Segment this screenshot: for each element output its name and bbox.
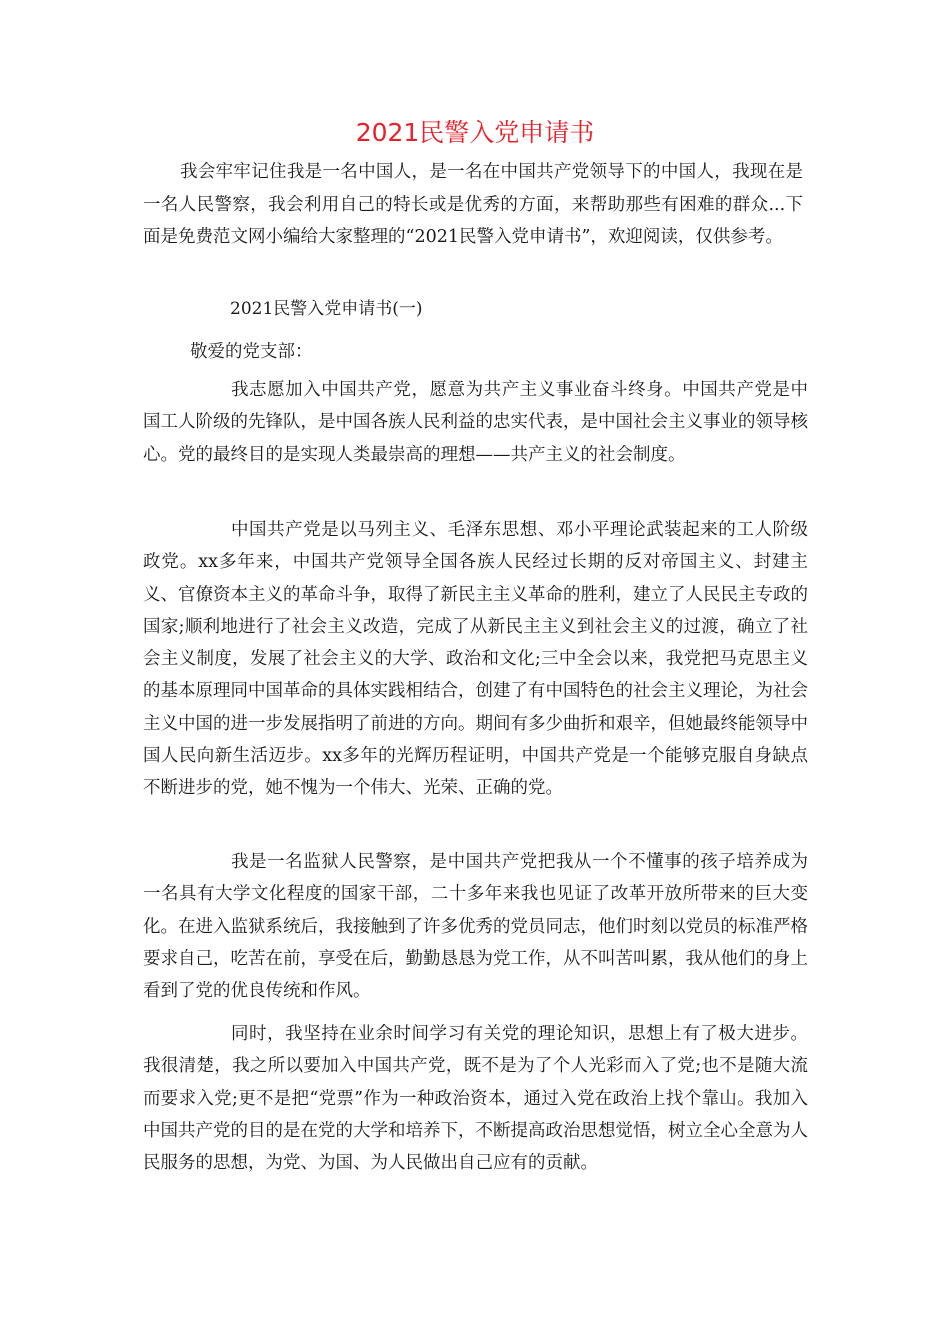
body-paragraph-3: 我是一名监狱人民警察，是中国共产党把我从一个不懂事的孩子培养成为一名具有大学文化程度的国家干部，二十多年来我也见证了改革开放所带来的巨大变化。在进入监狱系统后，我接触到了许多优秀的党员同志，他们时刻以党员的标准严格要求自己，吃苦在前，享受在后，勤勤恳恳为党工作，从不叫苦叫累，我从他们的身上看到了党的优良传统和作风。 xyxy=(143,852,808,1002)
body-paragraph-2: 中国共产党是以马列主义、毛泽东思想、邓小平理论武装起来的工人阶级政党。xx多年来，中国共产党领导全国各族人民经过长期的反对帝国主义、封建主义、官僚资本主义的革命斗争，取得了新民主主义革命的胜利，建立了人民民主专政的国家;顺利地进行了社会主义改造，完成了从新民主主义到社会主义的过渡，确立了社会主义制度，发展了社会主义的大学、政治和文化;三中全会以来，我党把马克思主义的基本原理同中国革命的具体实践相结合，创建了有中国特色的社会主义理论，为社会主义中国的进一步发展指明了前进的方向。期间有多少曲折和艰辛，但她最终能领导中国人民向新生活迈步。xx多年的光辉历程证明，中国共产党是一个能够克服自身缺点不断进步的党，她不愧为一个伟大、光荣、正确的党。 xyxy=(143,520,808,799)
body-paragraph-4: 同时，我坚持在业余时间学习有关党的理论知识，思想上有了极大进步。我很清楚，我之所以要加入中国共产党，既不是为了个人光彩而入了党;也不是随大流而要求入党;更不是把“党票”作为一种政治资本，通过入党在政治上找个靠山。我加入中国共产党的目的是在党的大学和培养下，不断提高政治思想觉悟，树立全心全意为人民服务的思想，为党、为国、为人民做出自己应有的贡献。 xyxy=(143,1024,808,1174)
intro-paragraph: 我会牢牢记住我是一名中国人，是一名在中国共产党领导下的中国人，我现在是一名人民警察，我会利用自己的特长或是优秀的方面，来帮助那些有困难的群众...下面是免费范文网小编给大家整理的“2021民警入党申请书”，欢迎阅读，仅供参考。 xyxy=(143,162,803,247)
section-subtitle: 2021民警入党申请书(一) xyxy=(230,299,423,319)
page-title: 2021民警入党申请书 xyxy=(355,118,595,147)
salutation: 敬爱的党支部： xyxy=(190,342,313,362)
body-paragraph-1: 我志愿加入中国共产党，愿意为共产主义事业奋斗终身。中国共产党是中国工人阶级的先锋队，是中国各族人民利益的忠实代表，是中国社会主义事业的领导核心。党的最终目的是实现人类最崇高的理想——共产主义的社会制度。 xyxy=(143,380,808,465)
